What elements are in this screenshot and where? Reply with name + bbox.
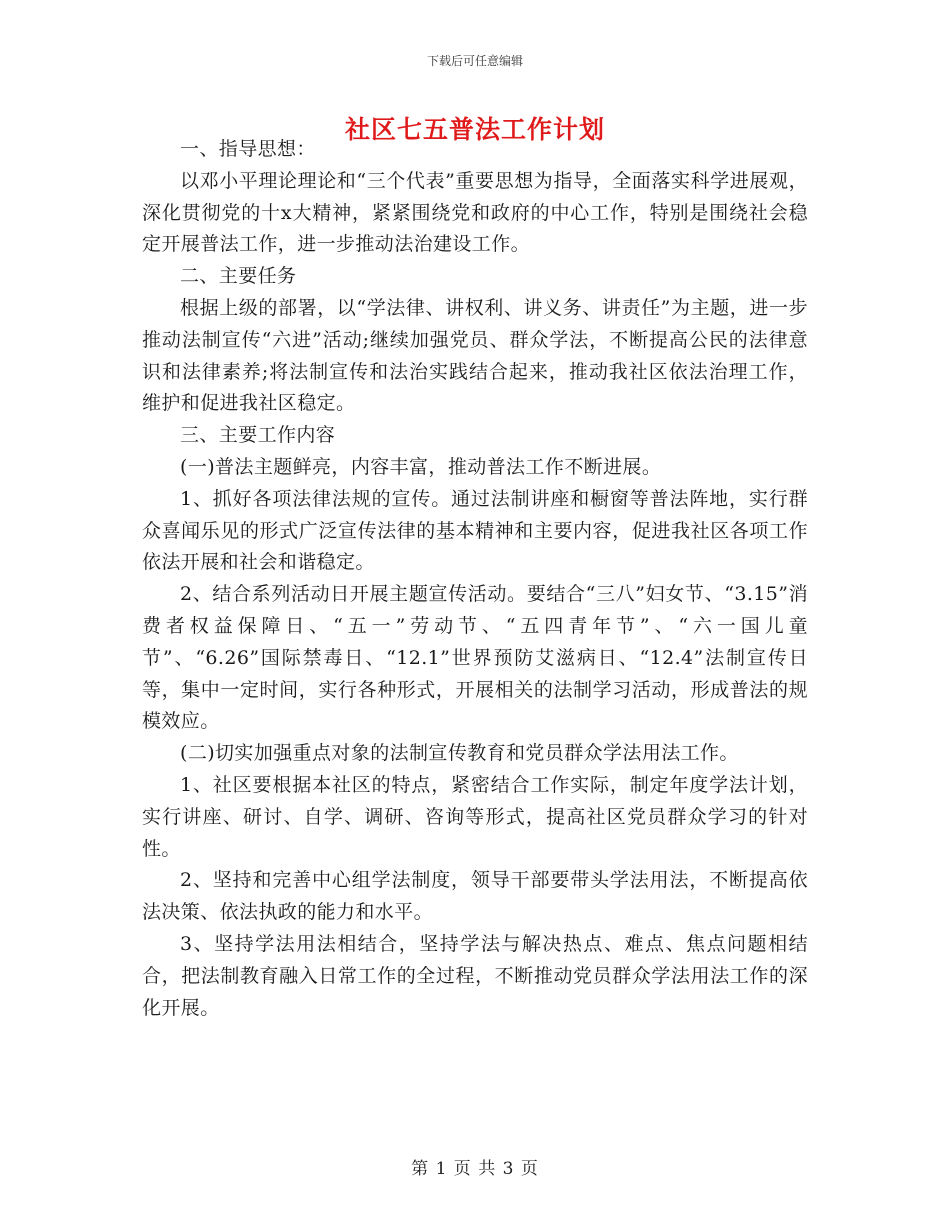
page-number: 第 1 页 共 3 页 [411, 1159, 539, 1179]
document-title: 社区七五普法工作计划 [344, 115, 605, 144]
paragraph-item-2-1: 1、社区要根据本社区的特点，紧密结合工作实际，制定年度学法计划，实行讲座、研讨、自学、调研、咨询等形式，提高社区党员群众学习的针对性。 [142, 773, 808, 860]
document-body [142, 134, 808, 1024]
page-header-note: 下载后可任意编辑 [426, 54, 523, 68]
subheading-part-one: (一)普法主题鲜亮，内容丰富，推动普法工作不断进展。 [180, 455, 662, 478]
section-heading-main-work: 三、主要工作内容 [180, 424, 336, 447]
paragraph-item-1-2: 2、结合系列活动日开展主题宣传活动。要结合“三八”妇女节、“3.15”消费者权益保障日、“五一”劳动节、“五四青年节”、“六一国儿童节”、“6.26”国际禁毒日、“12.1”世界预防艾滋病日、“12.4”法制宣传日等，集中一定时间，实行各种形式，开展相关的法制学习活动，形成普法的规模效应。 [142, 583, 808, 733]
subheading-part-two: (二)切实加强重点对象的法制宣传教育和党员群众学法用法工作。 [180, 742, 739, 765]
paragraph-item-2-2: 2、坚持和完善中心组学法制度，领导干部要带头学法用法，不断提高依法决策、依法执政的能力和水平。 [142, 869, 808, 924]
paragraph-main-tasks: 根据上级的部署，以“学法律、讲权利、讲义务、讲责任”为主题，进一步推动法制宣传“六进”活动;继续加强党员、群众学法，不断提高公民的法律意识和法律素养;将法制宣传和法治实践结合起来，推动我社区依法治理工作，维护和促进我社区稳定。 [142, 296, 808, 415]
section-heading-main-tasks: 二、主要任务 [180, 265, 297, 288]
paragraph-item-1-1: 1、抓好各项法律法规的宣传。通过法制讲座和橱窗等普法阵地，实行群众喜闻乐见的形式广泛宣传法律的基本精神和主要内容，促进我社区各项工作依法开展和社会和谐稳定。 [142, 487, 808, 574]
paragraph-guiding-ideology: 以邓小平理论理论和“三个代表”重要思想为指导，全面落实科学进展观，深化贯彻党的十x大精神，紧紧围绕党和政府的中心工作，特别是围绕社会稳定开展普法工作，进一步推动法治建设工作。 [142, 169, 808, 256]
paragraph-item-2-3: 3、坚持学法用法相结合，坚持学法与解决热点、难点、焦点问题相结合，把法制教育融入日常工作的全过程，不断推动党员群众学法用法工作的深化开展。 [142, 932, 808, 1019]
section-heading-guiding-ideology: 一、指导思想： [180, 138, 316, 160]
